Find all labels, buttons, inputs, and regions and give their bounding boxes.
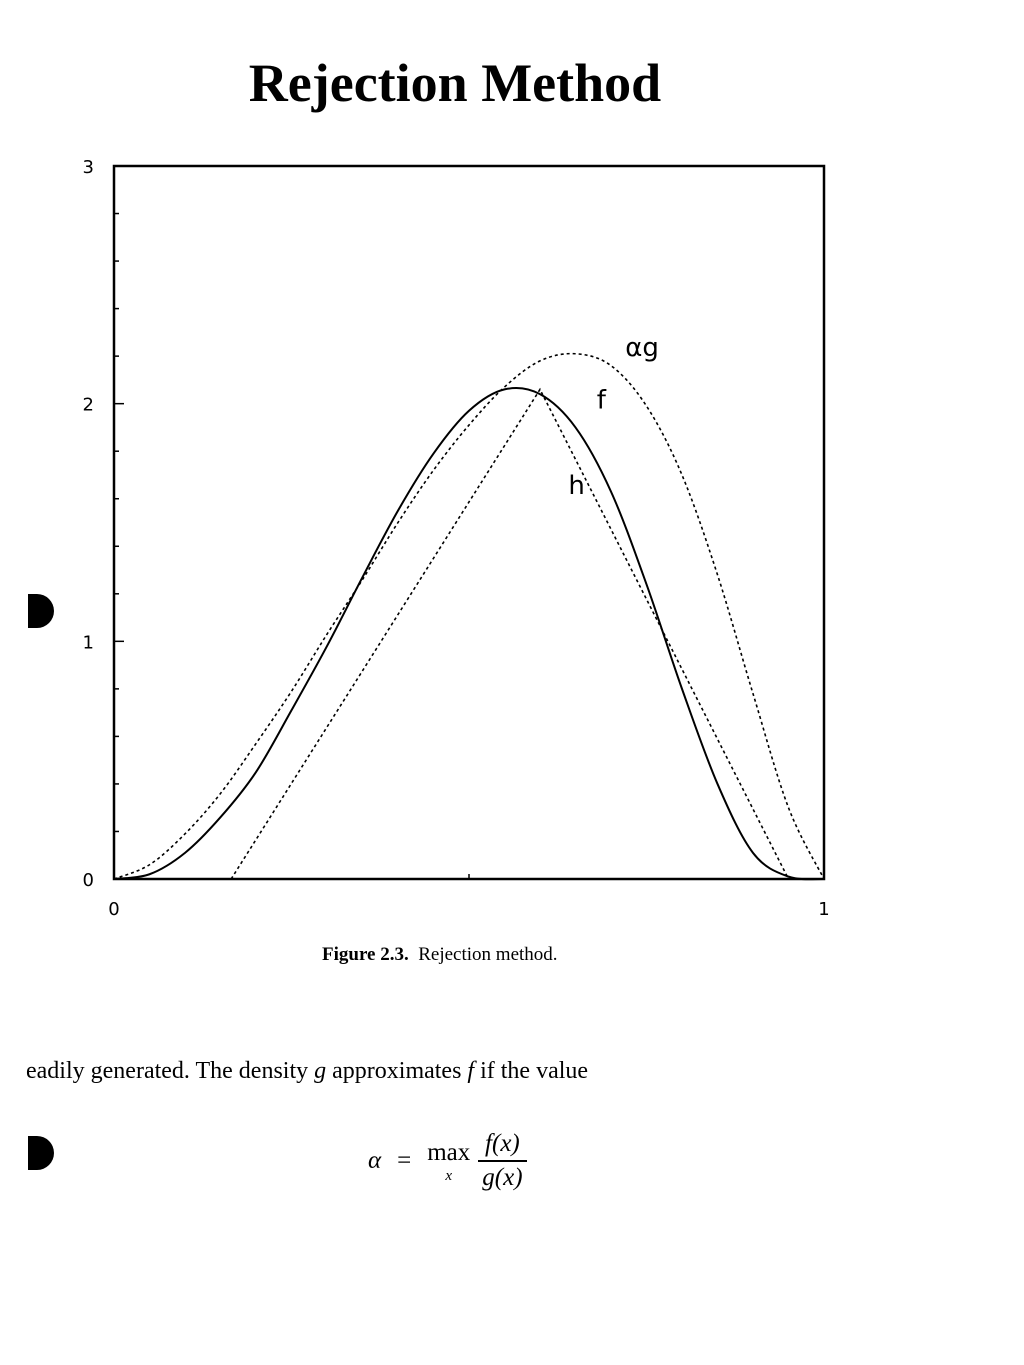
body-text-f: f xyxy=(467,1058,475,1084)
body-text xyxy=(26,1058,588,1085)
y-tick-label: 1 xyxy=(82,632,94,654)
slide-title: Rejection Method xyxy=(248,53,662,113)
curve-labels xyxy=(568,333,658,501)
formula-max xyxy=(427,1139,470,1183)
curve-label: αg xyxy=(625,333,659,364)
curve-label: f xyxy=(596,385,606,416)
bullet-marker xyxy=(28,1136,54,1170)
series-line-alpha-g xyxy=(114,354,824,879)
body-text-part3: if the value xyxy=(474,1058,589,1084)
x-tick-label: 0 xyxy=(108,899,120,920)
y-tick-label: 2 xyxy=(82,394,94,416)
formula-denominator: g(x) xyxy=(478,1160,526,1192)
curve-label: h xyxy=(568,470,585,501)
plot-frame xyxy=(114,166,824,879)
series-line-h xyxy=(231,389,788,879)
plot-frame-rect xyxy=(114,166,824,879)
formula-max-subscript: x xyxy=(445,1168,453,1184)
body-text-part1: eadily generated. The density xyxy=(26,1058,315,1084)
formula-numerator: f(x) xyxy=(485,1130,520,1157)
series-line-f xyxy=(114,388,824,879)
y-tick-label: 0 xyxy=(82,870,94,891)
caption-figure-label: Figure 2.3. xyxy=(322,944,409,965)
body-text-part2: approximates xyxy=(326,1058,468,1084)
figure-caption xyxy=(322,944,558,966)
body-text-g: g xyxy=(314,1058,327,1084)
formula-equals: = xyxy=(397,1147,412,1174)
y-tick-label: 3 xyxy=(82,157,94,178)
alpha-formula xyxy=(368,1130,527,1192)
formula-fraction xyxy=(478,1130,526,1192)
series-lines xyxy=(114,354,824,880)
axis-ticks xyxy=(83,157,830,920)
caption-text: Rejection method. xyxy=(418,944,558,965)
x-tick-label: 1 xyxy=(818,899,830,920)
formula-max-op: max xyxy=(427,1139,471,1166)
formula-lhs: α xyxy=(368,1147,382,1174)
